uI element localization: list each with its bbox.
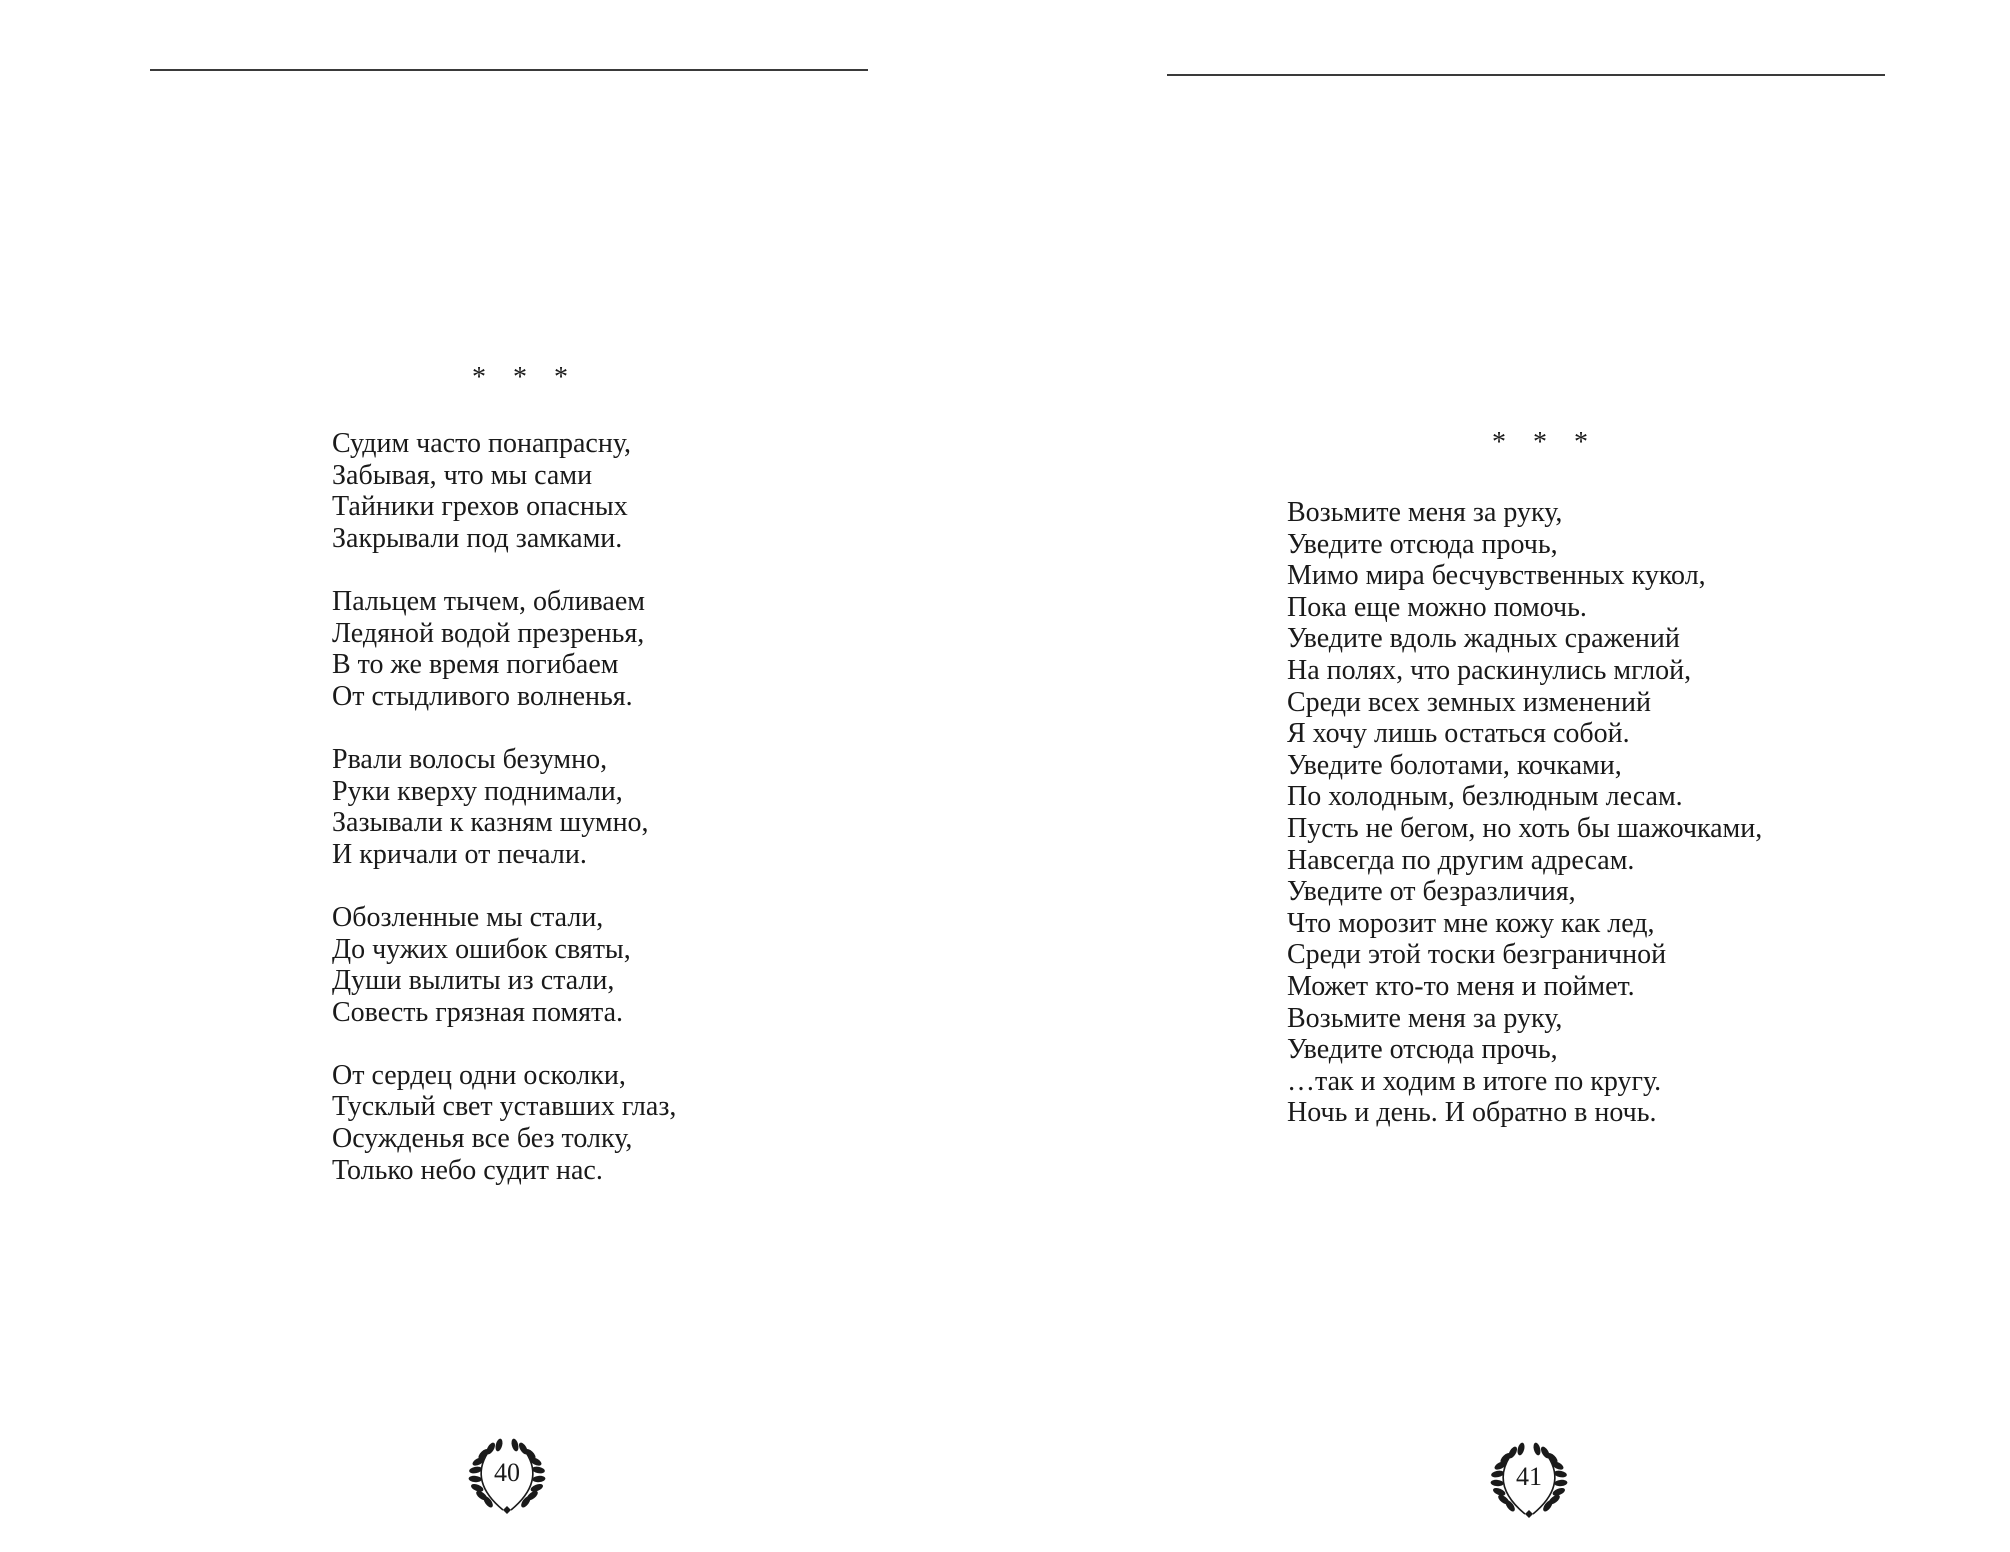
stanza (332, 586, 676, 712)
poem-line: По холодным, безлюдным лесам. (1287, 781, 1683, 813)
poem-line: Уведите от безразличия, (1287, 876, 1576, 908)
poem-line: Обозленные мы стали, (332, 901, 604, 933)
poem-line: Ночь и день. И обратно в ночь. (1287, 1097, 1657, 1129)
header-rule (1167, 74, 1885, 76)
poem-left (332, 428, 676, 1218)
section-separator: * * * (1492, 427, 1598, 458)
poem-line: Закрывали под замками. (332, 522, 623, 554)
page-number: 41 (1516, 1462, 1542, 1491)
poem-line: Ледяной водой презренья, (332, 617, 645, 649)
poem-line: Тусклый свет уставших глаз, (332, 1091, 677, 1123)
section-separator: * * * (472, 362, 578, 393)
poem-line: Зазывали к казням шумно, (332, 807, 649, 839)
poem-line: Возьмите меня за руку, (1287, 1002, 1563, 1034)
page-number: 40 (494, 1458, 520, 1487)
poem-line: Уведите отсюда прочь, (1287, 1034, 1558, 1066)
poem-line: Навсегда по другим адресам. (1287, 844, 1635, 876)
poem-line: Что морозит мне кожу как лед, (1287, 907, 1655, 939)
poem-line: Пока еще можно помочь. (1287, 591, 1587, 623)
poem-line: Уведите болотами, кочками, (1287, 749, 1622, 781)
header-rule (150, 69, 868, 71)
poem-line: Только небо судит нас. (332, 1154, 603, 1186)
poem-line: Уведите вдоль жадных сражений (1287, 623, 1680, 655)
poem-line: Я хочу лишь остаться собой. (1287, 718, 1630, 750)
poem-line: Возьмите меня за руку, (1287, 497, 1563, 528)
poem-right (1287, 497, 1762, 1129)
right-page (1005, 0, 2010, 1552)
poem-line: Совесть грязная помята. (332, 996, 624, 1028)
poem-line: Забывая, что мы сами (332, 459, 593, 491)
poem-line: От сердец одни осколки, (332, 1059, 626, 1091)
poem-line: Рвали волосы безумно, (332, 743, 608, 775)
poem-line: Может кто-то меня и поймет. (1287, 970, 1635, 1002)
page-number-badge (1483, 1436, 1575, 1528)
poem-line: На полях, что раскинулись мглой, (1287, 654, 1692, 686)
poem-line: Осужденья все без толку, (332, 1123, 633, 1155)
poem-line: Тайники грехов опасных (332, 491, 628, 523)
poem-line: Души вылиты из стали, (332, 965, 615, 997)
stanza (332, 1060, 676, 1186)
stanza (332, 902, 676, 1028)
poem-line: До чужих ошибок святы, (332, 933, 631, 965)
poem-line: …так и ходим в итоге по кругу. (1287, 1065, 1662, 1097)
poem-line: Пусть не бегом, но хоть бы шажочками, (1287, 812, 1763, 844)
poem-line: Мимо мира бесчувственных кукол, (1287, 560, 1706, 592)
poem-line: Среди всех земных изменений (1287, 686, 1652, 718)
poem-line: Руки кверху поднимали, (332, 775, 623, 807)
poem-line: От стыдливого волненья. (332, 680, 633, 712)
poem-line: В то же время погибаем (332, 649, 619, 681)
page-number-badge (461, 1432, 553, 1524)
poem-line: И кричали от печали. (332, 838, 587, 870)
poem-line: Уведите отсюда прочь, (1287, 528, 1558, 560)
stanza (332, 428, 676, 554)
poem-line: Судим часто понапрасну, (332, 428, 632, 459)
stanza (332, 744, 676, 870)
poem-line: Пальцем тычем, обливаем (332, 585, 645, 617)
poem-line: Среди этой тоски безграничной (1287, 939, 1667, 971)
